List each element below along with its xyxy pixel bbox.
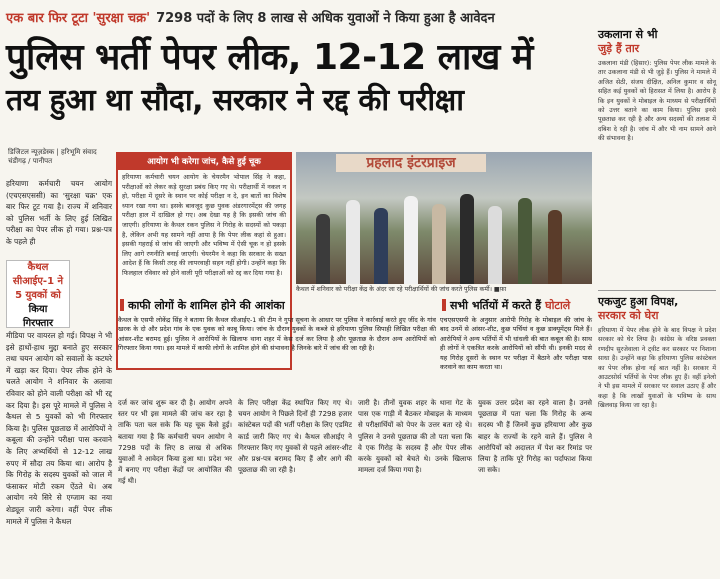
commission-box-text: हरियाणा कर्मचारी चयन आयोग के चेयरमैन भोपाल सिंह ने कहा, परीक्षाओं को लेकर कड़े सुरक्षा प्रबंध किए गए थे। परीक्षार्थी में नकल न हो, परीक्षा में दूसरे के स्थान पर कोई परीक्षा न दे, इन बातों का विशेष ध्यान रखा गया था। इसके बावजूद कुछ युवक अंडरगारमेंट्स की जगह परीक्षा हाल में दाखिल हो गए। अब देखा यह है कि इसकी जांच की जाएगी। हरियाणा के कैथल रकन पुलिस ने गिरोह के सदस्यों को पकड़ा है, लेकिन अभी यह सामने नहीं आया है कि पेपर लीक कहां से हुआ। इसकी गहराई से जांच की जाएगी और भविष्य में ऐसी चूक न हो इसके लिए आगे रणनीति बनाई जाएगी। चेयरमैन ने कहा कि सरकार के सख्त आदेश हैं कि किसी तरह की लापरवाही सहन नहीं होगी। उन्होंने कहा कि फिलहाल रविवार को होने वाली पूरी परीक्षाओं को रद्द कर दिया गया है। — [122, 173, 286, 277]
divider — [598, 290, 716, 291]
photo-figure — [488, 206, 502, 284]
photo-figure — [518, 198, 532, 284]
photo-figure — [404, 196, 418, 284]
photo-figure — [548, 210, 562, 284]
commission-box-heading: आयोग भी करेगा जांच, कैसे हुई चूक — [118, 154, 290, 170]
headline-line-2: तय हुआ था सौदा, सरकार ने रद्द की परीक्षा — [6, 83, 464, 118]
photo-figure — [432, 204, 446, 284]
body-column: दर्ज कर जांच शुरू कर दी है। आयोग अपने स्तर पर भी इस मामले की जांच कर रहा है ताकि पता चल सके कि यह चूक कैसे हुई। बताया गया है कि कर्मचारी चयन आयोग ने 7298 पदों के लिए 8 लाख से अधिक युवाओं ने आवेदन किया हुआ था। प्रदेश भर में बनाए गए परीक्षा केंद्रों पर आयोजित की गई थी। — [118, 399, 232, 486]
sidebar-text-1: उकलाना मंडी (हिसार): पुलिस पेपर लीक मामले के तार उकलाना मंडी से भी जुड़े हैं। पुलिस ने मामले में अजित सेठी, संजय दीक्षित, अनिल कुमार व सोनू सहित कई युवकों को हिरासत में लिया है। आरोप है कि इन युवकों ने मोबाइल के माध्यम से परीक्षार्थियों को उत्तर बताने का काम किया। पुलिस इनसे पूछताछ कर रही है और अन्य सदस्यों की तलाश में दबिश दे रही है। जांच में और भी नाम सामने आने की संभावना है। — [598, 60, 716, 143]
arrest-box-line-1: कैथल — [27, 262, 49, 273]
section-bar — [120, 299, 124, 311]
section-bar — [442, 299, 446, 311]
body-column: जारी है। तीनों युवक शहर के थाना गेट के पास एक गाड़ी में बैठकर मोबाइल के माध्यम से परीक्षार्थियों को पेपर के उत्तर बता रहे थे। पुलिस ने उनसे पूछताछ की तो पता चला कि वे एक गिरोह के सदस्य हैं और पेपर लीक करके युवकों को बेचते थे। उनके खिलाफ मामला दर्ज किया गया है। — [358, 399, 472, 475]
byline — [8, 148, 97, 166]
byline-place: चंडीगढ़ / पानीपत — [8, 157, 53, 165]
arrest-box-line-5: गिरफ्तार — [22, 318, 54, 329]
section-left-text: कैथल के एसपी लोकेंद्र सिंह ने बताया कि कैथल सीआईए-1 की टीम ने गुप्त सूचना के आधार पर पुलिस ने कार्रवाई करते हुए जींद के गांव खरक के दो और प्रदेश गांव के एक युवक को काबू किया। जांच के दौरान युवकों के कब्जे से हरियाणा पुलिस सिपाही लिखित परीक्षा की आंसर-शीट बरामद हुई। पुलिस ने आरोपियों के खिलाफ थाना शहर में केस दर्ज कर लिया है और पूछताछ के दौरान अन्य आरोपियों को गिरफ्तार किया गया। इस मामले में काफी लोगों के शामिल होने की संभावना है जिनके बारे में जांच की जा रही है। — [118, 316, 436, 353]
body-column: युवक उत्तर प्रदेश का रहने वाला है। उनसे पूछताछ में पता चला कि गिरोह के अन्य सदस्य भी हैं जिनमें कुछ हरियाणा और कुछ बाहर के राज्यों के रहने वाले हैं। पुलिस ने आरोपियों को अदालत में पेश कर रिमांड पर लिया है ताकि पूरे गिरोह का पर्दाफाश किया जा सके। — [478, 399, 592, 475]
photo-figure — [460, 194, 474, 284]
byline-name: डिजिटल न्यूज़डेस्क | हरिभूमि संवाद — [8, 148, 97, 156]
photo-figure — [374, 208, 388, 284]
news-photo — [296, 152, 592, 284]
kicker-text: 7298 पदों के लिए 8 लाख से अधिक युवाओं ने किया हुआ है आवेदन — [156, 11, 495, 26]
photo-figure — [346, 200, 360, 284]
left-column-para-1: हरियाणा कर्मचारी चयन आयोग (एचएसएससी) का 'सुरक्षा चक्र' एक बार फिर टूट गया है। राज्य में शनिवार को पुलिस भर्ती के लिए हुई लिखित परीक्षा का पेपर लीक हो गया। प्रश्न-पत्र के पहले ही — [6, 179, 112, 246]
sidebar-heading-2 — [598, 295, 716, 323]
section-right-text: एचएसएसपी के अनुसार आरोपी गिरोह के मोबाइल की जांच के बाद उनमें से आंसर-शीट, कुछ पर्चियां व कुछ डाक्यूमेंट्स मिले हैं। आरोपियों ने अन्य भर्तियों में भी धांधली की बात कबूल की है। साथ ही लोगों ने एकत्रित करके आरोपियों को सौंपी थी। इनकी मदद से यह गिरोह दूसरों के स्थान पर परीक्षा में बैठाने और परीक्षा पास करवाने का काम करता था। — [440, 316, 592, 372]
section-heading-left — [120, 296, 285, 314]
kicker — [6, 6, 586, 28]
section-heading-right — [442, 296, 570, 314]
body-columns — [118, 398, 592, 570]
kicker-highlight: एक बार फिर टूटा 'सुरक्षा चक्र' — [6, 11, 151, 26]
sidebar-heading-1 — [598, 28, 716, 56]
sidebar-heading-1a: उकलाना से भी — [598, 28, 658, 41]
section-left-title: काफी लोगों के शामिल होने की आशंका — [128, 298, 285, 312]
left-column-para-2: मीडिया पर वायरल हो गई। विपक्ष ने भी इसे हाथों-हाथ मुद्दा बनाते हुए सरकार तथा चयन आयोग को सवालों के कटघरे में खड़ा कर दिया। पेपर लीक होने के चलते आयोग ने शनिवार के अलावा रविवार को होने वाली परीक्षा को भी रद्द कर दिया है। इस पूरे मामले में पुलिस ने कैथल से 5 युवकों को भी गिरफ्तार किया है। पुलिस पूछताछ में आरोपियों ने कबूला की उन्होंने परीक्षा पास करवाने के लिए अभ्यर्थियों से 12-12 लाख रुपए में सौदा तय किया था। आरोप है कि गिरोह के सदस्य युवकों को जाल में फंसाकर मोटी रकम ऐंठते थे। अब आयोग नये सिरे से एग्जाम का नया शेड्यूल जारी करेगा। वहीं पेपर लीक मामले में पुलिस ने कैथल — [6, 331, 112, 526]
sidebar-heading-2b: सरकार को घेरा — [598, 309, 659, 322]
headline — [6, 36, 586, 122]
photo-caption: कैथल में शनिवार को परीक्षा केंद्र के अंदर जा रहे परीक्षार्थियों की जांच करते पुलिस कर्मी। ■फ़ा — [296, 286, 507, 293]
headline-line-1: पुलिस भर्ती पेपर लीक, 12-12 लाख में — [6, 37, 533, 78]
body-column: के लिए परीक्षा केंद्र स्थापित किए गए थे। चयन आयोग ने पिछले दिनों ही 7298 हजार कांस्टेबल पदों की भर्ती परीक्षा के लिए एडमिट कार्ड जारी किए गए थे। कैथल सीआईए ने गिरफ्तार किए गए युवकों से पहले आंसर-शीट और प्रश्न-पत्र बरामद किए हैं और आगे की पूछताछ की जा रही है। — [238, 399, 352, 475]
sidebar-heading-2a: एकजुट हुआ विपक्ष, — [598, 295, 679, 308]
photo-poster: प्रहलाद इंटरप्राइज — [336, 154, 486, 172]
photo-figure — [316, 214, 330, 284]
section-right-highlight: घोटाले — [545, 298, 571, 312]
arrest-box-line-3: 5 युवकों को — [15, 290, 61, 301]
left-column-bottom — [6, 330, 112, 527]
sidebar-text-2: हरियाणा में पेपर लीक होने के बाद विपक्ष ने प्रदेश सरकार को घेर लिया है। कांग्रेस के वरिष्ठ प्रवक्ता रणदीप सुरजेवाला ने ट्वीट कर सरकार पर निशाना साधा है। उन्होंने कहा कि हरियाणा पुलिस कांस्टेबल का पेपर लीक होना नई बात नहीं है। सरकार में आउटसोर्स भर्तियों के पेपर लीक हुए हैं। वहीं इनेलो ने भी इस मामले में सरकार पर सवाल उठाए हैं और कहा है कि लाखों युवाओं के भविष्य के साथ खिलवाड़ किया जा रहा है। — [598, 327, 716, 410]
arrest-highlight-box — [6, 260, 70, 328]
arrest-box-line-2: सीआईए-1 ने — [12, 276, 64, 287]
left-column-top — [6, 178, 112, 249]
sidebar-story-2 — [598, 286, 716, 411]
arrest-box-line-4: किया — [28, 304, 48, 315]
sidebar-heading-1b: जुड़े हैं तार — [598, 42, 640, 55]
section-right-title: सभी भर्तियों में करते हैं — [450, 298, 542, 312]
